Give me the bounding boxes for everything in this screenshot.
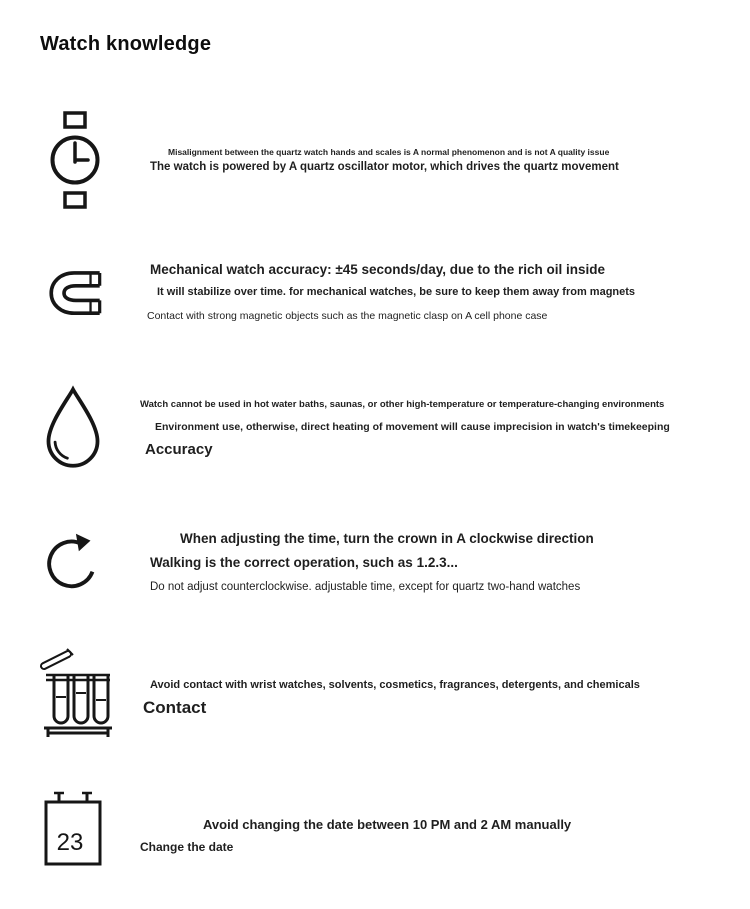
quartz-note-small: Misalignment between the quartz watch hands and scales is A normal phenomenon and is not A quality issue — [168, 147, 610, 157]
magnet-note-detail: Contact with strong magnetic objects such as the magnetic clasp on A cell phone case — [147, 310, 548, 322]
crown-note-detail: Do not adjust counterclockwise. adjustable time, except for quartz two-hand watches — [150, 581, 581, 593]
calendar-icon — [42, 790, 104, 868]
test-tubes-icon — [38, 645, 118, 740]
rotate-clockwise-icon — [40, 525, 108, 597]
magnet-note-body: It will stabilize over time. for mechanical watches, be sure to keep them away from magnets — [157, 286, 636, 298]
contact-heading: Contact — [143, 698, 207, 717]
crown-note-body: Walking is the correct operation, such as 1.2.3... — [150, 555, 458, 570]
accuracy-heading: Accuracy — [145, 441, 213, 458]
magnet-icon — [42, 262, 108, 326]
water-drop-icon — [40, 384, 106, 472]
date-note-title: Avoid changing the date between 10 PM and 2 AM manually — [203, 817, 572, 832]
temperature-note-small: Watch cannot be used in hot water baths, saunas, or other high-temperature or temperature-changing environments — [140, 399, 665, 410]
quartz-note-main: The watch is powered by A quartz oscillator motor, which drives the quartz movement — [150, 161, 619, 173]
watch-icon — [45, 110, 105, 210]
calendar-day: 23 — [56, 829, 84, 856]
temperature-note-body: Environment use, otherwise, direct heating of movement will cause imprecision in watch's timekeeping — [155, 421, 670, 433]
page-title: Watch knowledge — [40, 33, 212, 55]
magnet-note-title: Mechanical watch accuracy: ±45 seconds/day, due to the rich oil inside — [150, 262, 606, 277]
crown-note-title: When adjusting the time, turn the crown in A clockwise direction — [180, 531, 594, 546]
date-note-label: Change the date — [140, 840, 234, 854]
chemicals-note-body: Avoid contact with wrist watches, solvents, cosmetics, fragrances, detergents, and chemicals — [150, 679, 640, 691]
